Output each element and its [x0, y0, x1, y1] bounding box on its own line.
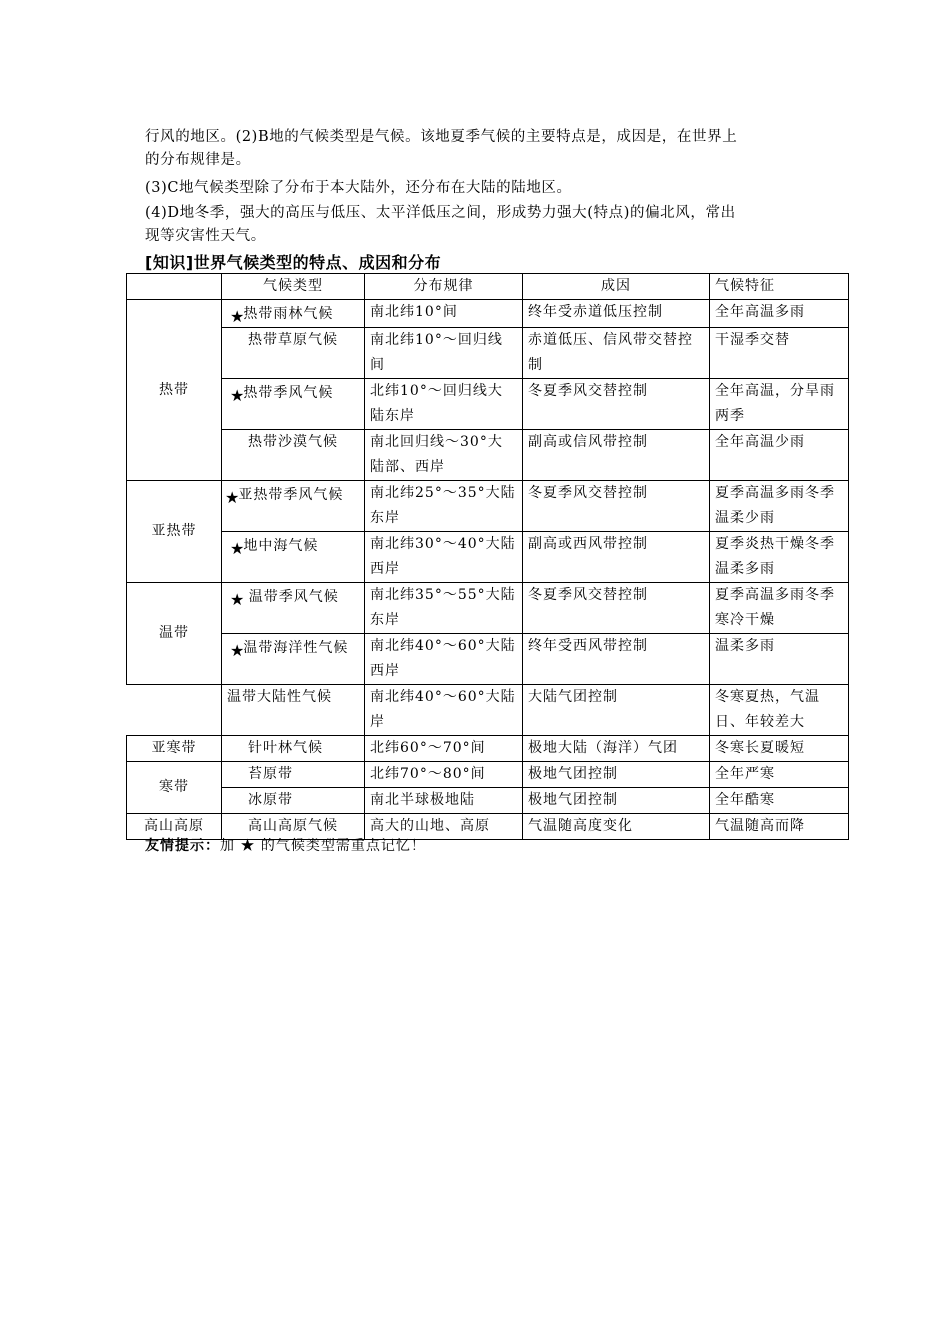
distribution-cell: 南北纬40°～60°大陆西岸 — [365, 634, 523, 685]
distribution-cell: 北纬70°～80°间 — [365, 762, 523, 788]
table-row — [127, 685, 849, 736]
footnote-tip — [145, 835, 426, 855]
feature-cell: 全年高温，分旱雨两季 — [710, 379, 849, 430]
zone-cell: 温带 — [127, 583, 222, 685]
star-icon: ★ — [230, 641, 246, 660]
star-icon: ★ — [230, 307, 246, 326]
distribution-cell: 南北纬25°～35°大陆东岸 — [365, 481, 523, 532]
header-cell — [127, 274, 222, 300]
table-row — [127, 379, 849, 430]
cause-cell: 终年受西风带控制 — [523, 634, 710, 685]
table-header-row — [127, 274, 849, 300]
climate-type-cell: ★ 温带季风气候 — [222, 583, 365, 634]
cause-cell: 副高或西风带控制 — [523, 532, 710, 583]
cause-cell: 冬夏季风交替控制 — [523, 583, 710, 634]
distribution-cell: 南北纬35°～55°大陆东岸 — [365, 583, 523, 634]
climate-type-cell: ★温带海洋性气候 — [222, 634, 365, 685]
table-row — [127, 328, 849, 379]
climate-type-cell: 热带草原气候 — [222, 328, 365, 379]
table-row — [127, 583, 849, 634]
cause-cell: 终年受赤道低压控制 — [523, 300, 710, 328]
climate-type-cell: 高山高原气候 — [222, 814, 365, 840]
tip-label: 友情提示： — [145, 838, 220, 854]
table-row — [127, 762, 849, 788]
zone-cell-empty — [127, 685, 222, 736]
feature-cell: 全年严寒 — [710, 762, 849, 788]
feature-cell: 冬寒夏热，气温日、年较差大 — [710, 685, 849, 736]
cause-cell: 赤道低压、信风带交替控制 — [523, 328, 710, 379]
section-heading: [知识]世界气候类型的特点、成因和分布 — [145, 253, 442, 272]
paragraph-line-1: 行风的地区。(2)B地的气候类型是气候。该地夏季气候的主要特点是，成因是，在世界上 — [145, 129, 738, 145]
feature-cell: 夏季高温多雨冬季寒冷干燥 — [710, 583, 849, 634]
climate-type-cell: ★热带季风气候 — [222, 379, 365, 430]
table-row — [127, 634, 849, 685]
feature-cell: 冬寒长夏暖短 — [710, 736, 849, 762]
distribution-cell: 北纬10°～回归线大陆东岸 — [365, 379, 523, 430]
paragraph-line-4: (4)D地冬季，强大的高压与低压、太平洋低压之间，形成势力强大(特点)的偏北风，常出 — [145, 205, 736, 221]
feature-cell: 全年酷寒 — [710, 788, 849, 814]
paragraph-line-5: 现等灾害性天气。 — [145, 228, 266, 244]
climate-type-cell: 温带大陆性气候 — [222, 685, 365, 736]
header-cell: 成因 — [523, 274, 710, 300]
feature-cell: 夏季炎热干燥冬季温柔多雨 — [710, 532, 849, 583]
paragraph-line-2: 的分布规律是。 — [145, 152, 251, 168]
star-icon: ★ — [230, 386, 246, 405]
cause-cell: 冬夏季风交替控制 — [523, 481, 710, 532]
distribution-cell: 北纬60°～70°间 — [365, 736, 523, 762]
star-icon: ★ — [240, 838, 256, 854]
table-row — [127, 788, 849, 814]
climate-type-cell: 针叶林气候 — [222, 736, 365, 762]
feature-cell: 干湿季交替 — [710, 328, 849, 379]
star-icon: ★ — [230, 539, 246, 558]
distribution-cell: 高大的山地、高原 — [365, 814, 523, 840]
cause-cell: 极地气团控制 — [523, 762, 710, 788]
feature-cell: 全年高温少雨 — [710, 430, 849, 481]
climate-type-cell: 热带沙漠气候 — [222, 430, 365, 481]
star-icon: ★ — [230, 590, 246, 609]
table-row — [127, 481, 849, 532]
cause-cell: 气温随高度变化 — [523, 814, 710, 840]
feature-cell: 气温随高而降 — [710, 814, 849, 840]
table-row — [127, 736, 849, 762]
table-row — [127, 300, 849, 328]
distribution-cell: 南北纬30°～40°大陆西岸 — [365, 532, 523, 583]
climate-type-cell: ★地中海气候 — [222, 532, 365, 583]
distribution-cell: 南北纬10°间 — [365, 300, 523, 328]
cause-cell: 极地气团控制 — [523, 788, 710, 814]
zone-cell: 寒带 — [127, 762, 222, 814]
climate-type-cell: 冰原带 — [222, 788, 365, 814]
cause-cell: 冬夏季风交替控制 — [523, 379, 710, 430]
feature-cell: 夏季高温多雨冬季温柔少雨 — [710, 481, 849, 532]
distribution-cell: 南北回归线～30°大陆部、西岸 — [365, 430, 523, 481]
climate-type-cell: ★热带雨林气候 — [222, 300, 365, 328]
zone-cell: 热带 — [127, 300, 222, 481]
paragraph-line-3: (3)C地气候类型除了分布于本大陆外，还分布在大陆的陆地区。 — [145, 180, 572, 196]
tip-text-after: 的气候类型需重点记忆！ — [260, 838, 426, 854]
header-cell: 气候类型 — [222, 274, 365, 300]
climate-type-cell: ★亚热带季风气候 — [222, 481, 365, 532]
cause-cell: 副高或信风带控制 — [523, 430, 710, 481]
star-icon: ★ — [225, 488, 241, 507]
cause-cell: 大陆气团控制 — [523, 685, 710, 736]
feature-cell: 温柔多雨 — [710, 634, 849, 685]
table-row — [127, 532, 849, 583]
climate-table — [126, 273, 849, 840]
zone-cell: 亚寒带 — [127, 736, 222, 762]
zone-cell: 亚热带 — [127, 481, 222, 583]
distribution-cell: 南北半球极地陆 — [365, 788, 523, 814]
distribution-cell: 南北纬40°～60°大陆岸 — [365, 685, 523, 736]
header-cell: 分布规律 — [365, 274, 523, 300]
zone-cell: 高山高原 — [127, 814, 222, 840]
feature-cell: 全年高温多雨 — [710, 300, 849, 328]
table-row — [127, 430, 849, 481]
distribution-cell: 南北纬10°～回归线间 — [365, 328, 523, 379]
header-cell: 气候特征 — [710, 274, 849, 300]
tip-text-before: 加 — [220, 838, 235, 854]
climate-type-cell: 苔原带 — [222, 762, 365, 788]
cause-cell: 极地大陆（海洋）气团 — [523, 736, 710, 762]
